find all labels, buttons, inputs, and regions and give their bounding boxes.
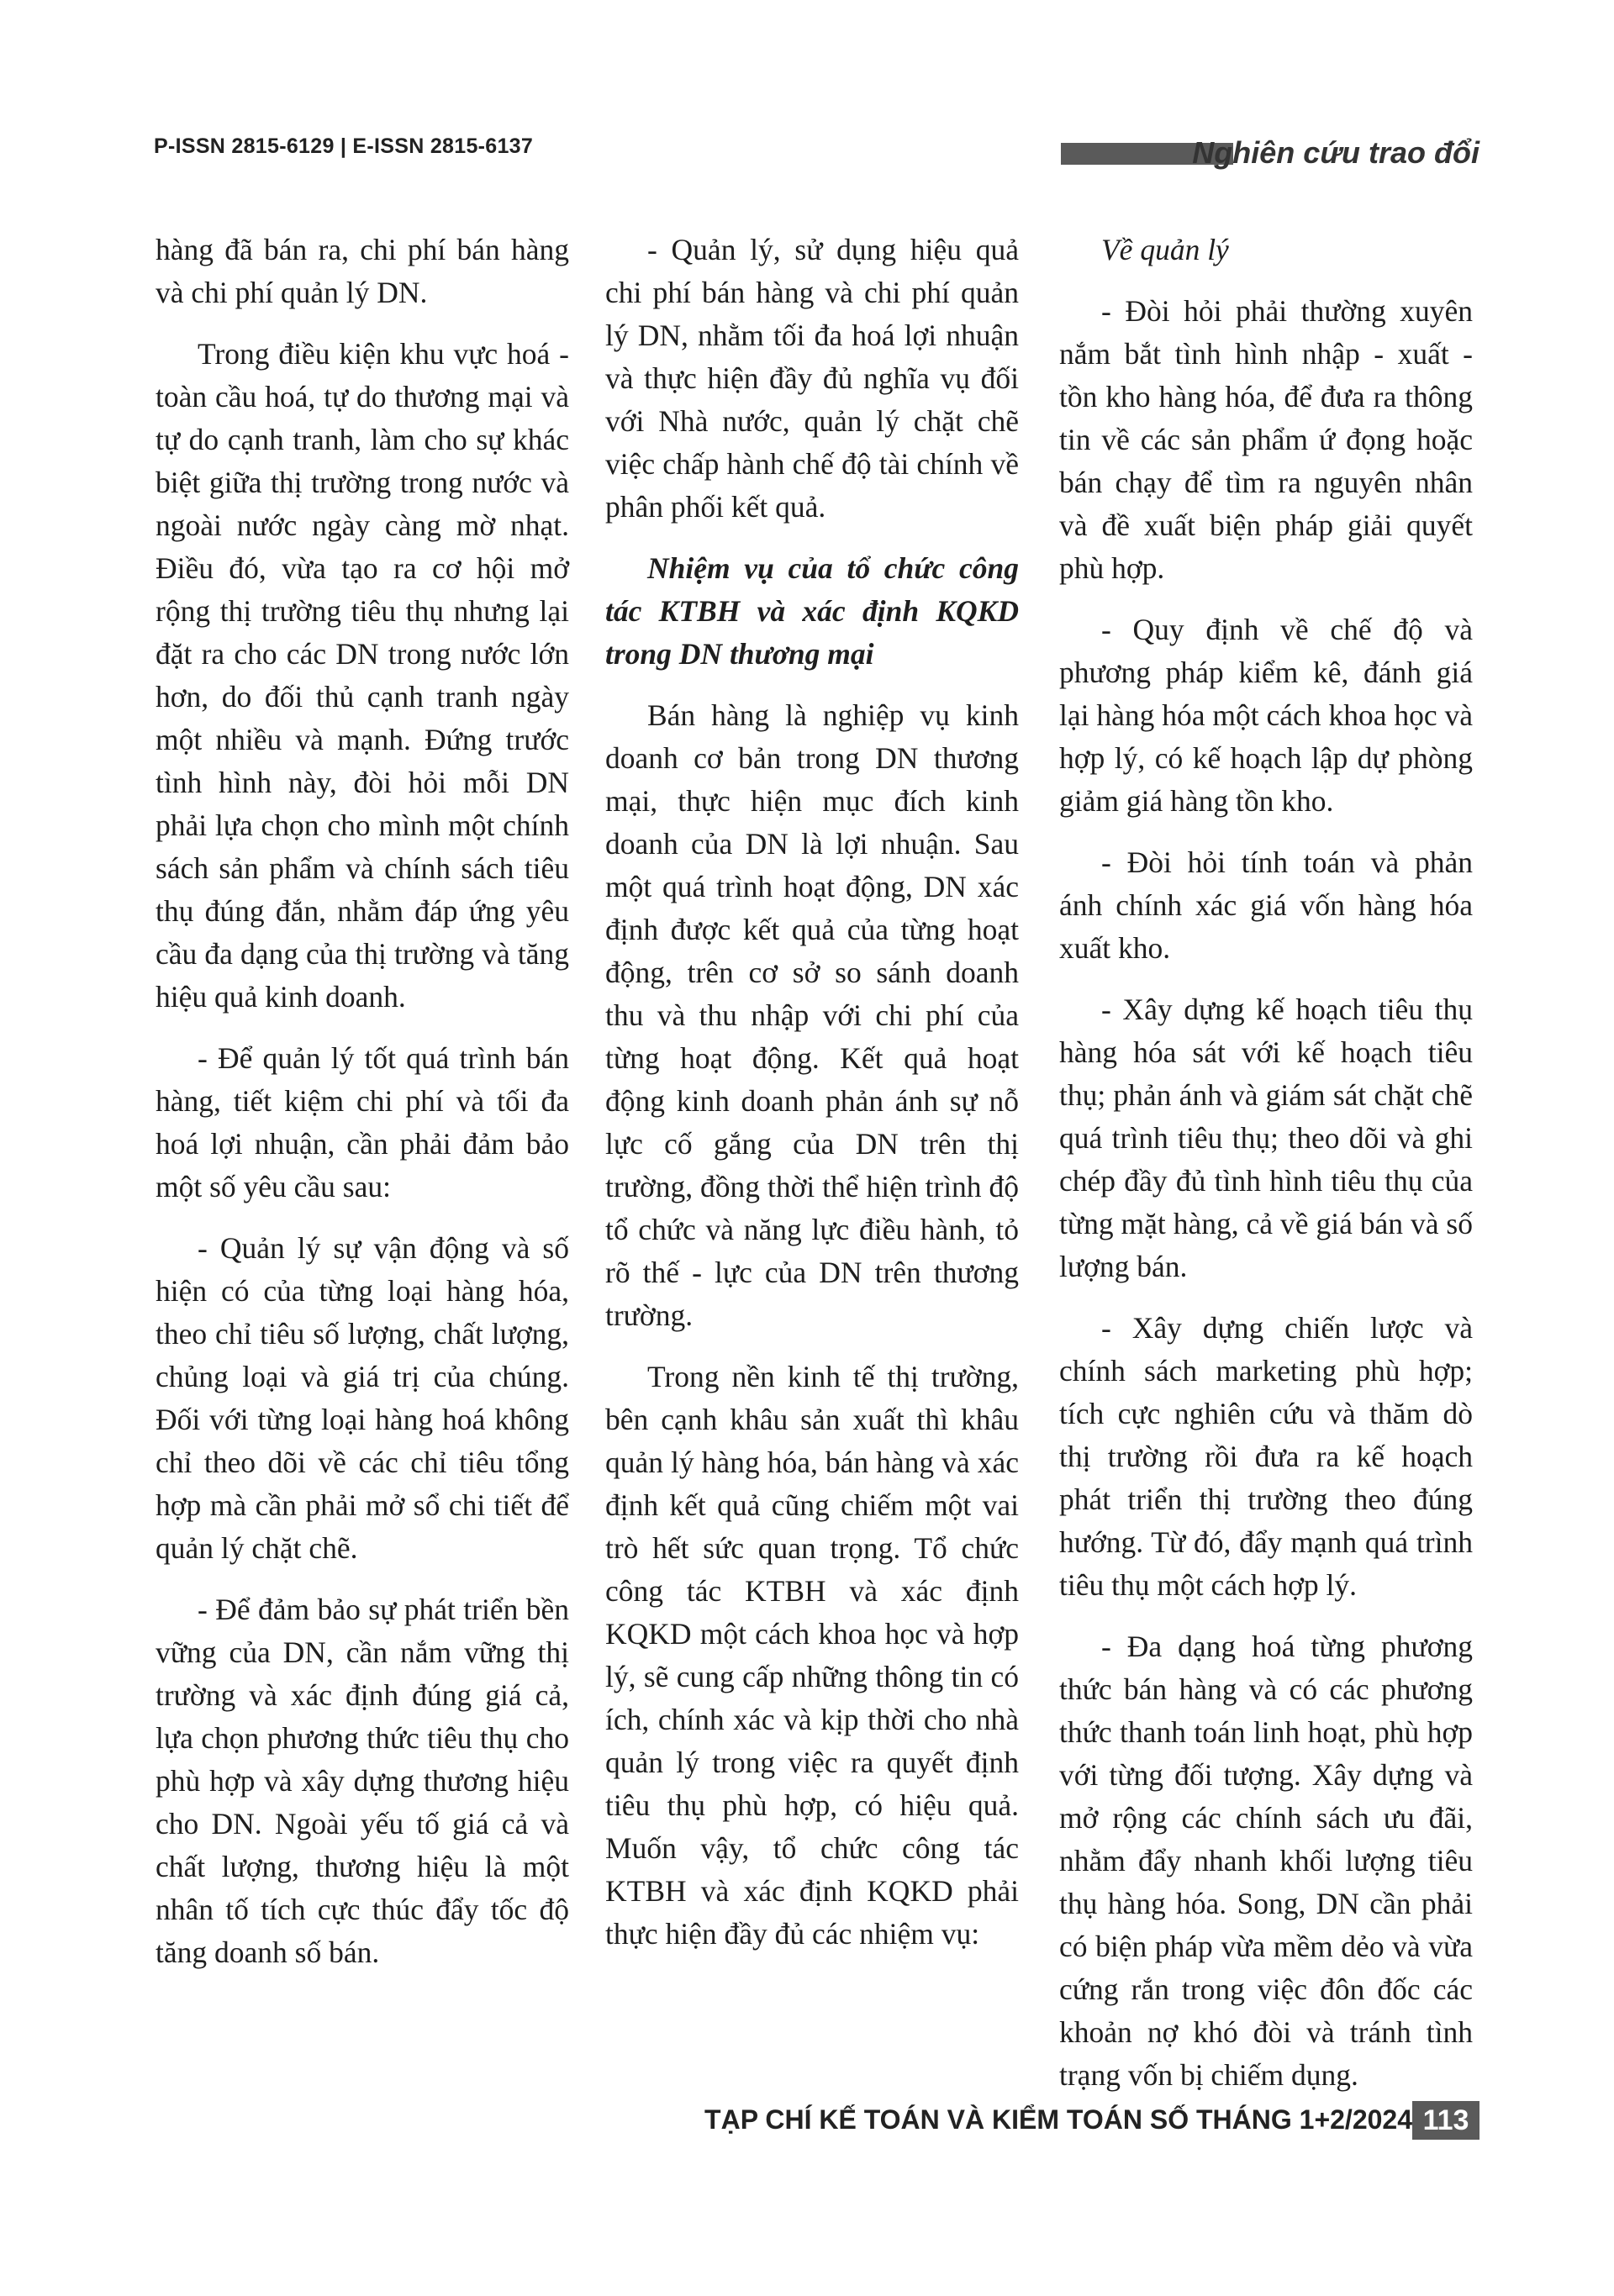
column-1: [156, 229, 569, 1993]
page-number: 113: [1412, 2101, 1480, 2140]
column-2: [605, 229, 1019, 1974]
journal-name: TẠP CHÍ KẾ TOÁN VÀ KIỂM TOÁN SỐ THÁNG 1+2/2024: [704, 2104, 1412, 2135]
paragraph: - Xây dựng kế hoạch tiêu thụ hàng hóa sát với kế hoạch tiêu thụ; phản ánh và giám sát chặt chẽ quá trình tiêu thụ; theo dõi và ghi chép đầy đủ tình hình tiêu thụ của từng mặt hàng, cả về giá bán và số lượng bán.: [1059, 993, 1473, 1283]
paragraph: - Đòi hỏi phải thường xuyên nắm bắt tình hình nhập - xuất - tồn kho hàng hóa, để đưa ra thông tin về các sản phẩm ứ đọng hoặc bán chạy để tìm ra nguyên nhân và đề xuất biện pháp giải quyết phù hợp.: [1059, 294, 1473, 585]
paragraph: - Quản lý sự vận động và số hiện có của từng loại hàng hóa, theo chỉ tiêu số lượng, chất lượng, chủng loại và giá trị của chúng. Đối với từng loại hàng hoá không chỉ theo dõi về các chỉ tiêu tổng hợp mà cần phải mở sổ chi tiết để quản lý chặt chẽ.: [156, 1231, 569, 1565]
paragraph: - Để đảm bảo sự phát triển bền vững của DN, cần nắm vững thị trường và xác định đúng giá cả, lựa chọn phương thức tiêu thụ cho phù hợp và xây dựng thương hiệu cho DN. Ngoài yếu tố giá cả và chất lượng, thương hiệu là một nhân tố tích cực thúc đẩy tốc độ tăng doanh số bán.: [156, 1593, 569, 1969]
section-title: Nghiên cứu trao đổi: [1192, 135, 1480, 170]
subheading: Nhiệm vụ của tổ chức công tác KTBH và xác định KQKD trong DN thương mại: [605, 551, 1019, 671]
paragraph: - Đa dạng hoá từng phương thức bán hàng và có các phương thức thanh toán linh hoạt, phù hợp với từng đối tượng. Xây dựng và mở rộng các chính sách ưu đãi, nhằm đẩy nhanh khối lượng tiêu thụ hàng hóa. Song, DN cần phải có biện pháp vừa mềm dẻo và vừa cứng rắn trong việc đôn đốc các khoản nợ khó đòi và tránh tình trạng vốn bị chiếm dụng.: [1059, 1630, 1473, 2092]
paragraph: - Quy định về chế độ và phương pháp kiểm kê, đánh giá lại hàng hóa một cách khoa học và hợp lý, có kế hoạch lập dự phòng giảm giá hàng tồn kho.: [1059, 613, 1473, 818]
column-3: [1059, 229, 1473, 2115]
paragraph: hàng đã bán ra, chi phí bán hàng và chi phí quản lý DN.: [156, 233, 569, 309]
paragraph: - Để quản lý tốt quá trình bán hàng, tiết kiệm chi phí và tối đa hoá lợi nhuận, cần phải đảm bảo một số yêu cầu sau:: [156, 1041, 569, 1203]
paragraph: Trong nền kinh tế thị trường, bên cạnh khâu sản xuất thì khâu quản lý hàng hóa, bán hàng và xác định kết quả cũng chiếm một vai trò hết sức quan trọng. Tổ chức công tác KTBH và xác định KQKD một cách khoa học và hợp lý, sẽ cung cấp những thông tin có ích, chính xác và kịp thời cho nhà quản lý trong việc ra quyết định tiêu thụ phù hợp, có hiệu quả. Muốn vậy, tổ chức công tác KTBH và xác định KQKD phải thực hiện đầy đủ các nhiệm vụ:: [605, 1360, 1019, 1951]
paragraph: Trong điều kiện khu vực hoá - toàn cầu hoá, tự do thương mại và tự do cạnh tranh, làm cho sự khác biệt giữa thị trường trong nước và ngoài nước ngày càng mờ nhạt. Điều đó, vừa tạo ra cơ hội mở rộng thị trường tiêu thụ nhưng lại đặt ra cho các DN trong nước lớn hơn, do đối thủ cạnh tranh ngày một nhiều và mạnh. Đứng trước tình hình này, đòi hỏi mỗi DN phải lựa chọn cho mình một chính sách sản phẩm và chính sách tiêu thụ đúng đắn, nhằm đáp ứng yêu cầu đa dạng của thị trường và tăng hiệu quả kinh doanh.: [156, 337, 569, 1014]
subheading-quan-ly: Về quản lý: [1101, 233, 1229, 266]
paragraph: - Xây dựng chiến lược và chính sách marketing phù hợp; tích cực nghiên cứu và thăm dò thị trường rồi đưa ra kế hoạch phát triển thị trường theo đúng hướng. Từ đó, đẩy mạnh quá trình tiêu thụ một cách hợp lý.: [1059, 1311, 1473, 1602]
paragraph: - Đòi hỏi tính toán và phản ánh chính xác giá vốn hàng hóa xuất kho.: [1059, 845, 1473, 965]
paragraph: - Quản lý, sử dụng hiệu quả chi phí bán hàng và chi phí quản lý DN, nhằm tối đa hoá lợi nhuận và thực hiện đầy đủ nghĩa vụ đối với Nhà nước, quản lý chặt chẽ việc chấp hành chế độ tài chính về phân phối kết quả.: [605, 233, 1019, 524]
issn-line: P-ISSN 2815-6129 | E-ISSN 2815-6137: [154, 134, 534, 158]
paragraph: Bán hàng là nghiệp vụ kinh doanh cơ bản trong DN thương mại, thực hiện mục đích kinh doanh của DN là lợi nhuận. Sau một quá trình hoạt động, DN xác định được kết quả của từng hoạt động, trên cơ sở so sánh doanh thu và thu nhập với chi phí của từng hoạt động. Kết quả hoạt động kinh doanh phản ánh sự nỗ lực cố gắng của DN trên thị trường, đồng thời thể hiện trình độ tổ chức và năng lực điều hành, tỏ rõ thế - lực của DN trên thương trường.: [605, 698, 1019, 1332]
